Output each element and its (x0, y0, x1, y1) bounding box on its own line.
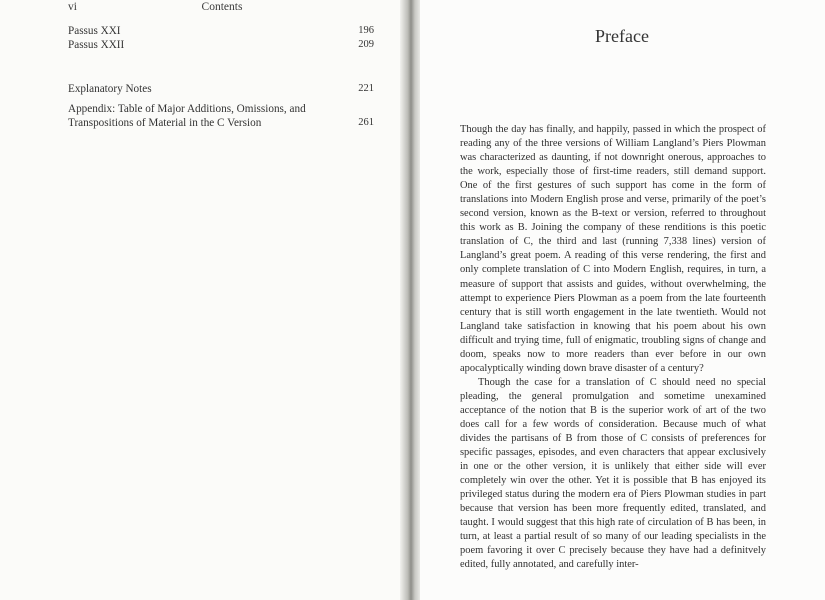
toc-entry (68, 102, 374, 130)
toc-entry (68, 24, 374, 38)
toc-entry (68, 82, 374, 96)
toc-entry-page: 261 (358, 117, 374, 128)
running-head-title: Contents (201, 1, 243, 13)
book-gutter (400, 0, 422, 600)
page-number: vi (68, 1, 77, 13)
toc-entry-page: 196 (358, 25, 374, 36)
toc-entry (68, 38, 374, 52)
toc-entry-label: Explanatory Notes (68, 83, 152, 95)
left-page (0, 0, 405, 600)
toc-entry-page: 221 (358, 83, 374, 94)
running-head (62, 1, 382, 15)
preface-body (460, 123, 766, 573)
table-of-contents (68, 24, 374, 130)
toc-entry-label: Passus XXI (68, 25, 121, 37)
page-title: Preface (595, 26, 649, 46)
toc-entry-page: 209 (358, 39, 374, 50)
body-paragraph: Though the day has finally, and happily, passed in which the prospect of reading any of the three versions of William Langland’s Piers Plowman was characterized as daunting, if not downright onerous, approaches to the work, especially those of first-time readers, still demand support. One of the first gestures of such support has come in the form of translations into Modern English prose and verse, primarily of the poet’s second version, known as the B-text or version, referred to throughout this work as B. Joining the company of these renditions is this poetic translation of C, the third and last (running 7,338 lines) version of Langland’s great poem. A reading of this verse rendering, the first and only complete translation of C into Modern English, requires, in turn, a measure of support that assists and guides, without overwhelming, the attempt to experience Piers Plowman as a poem from the late fourteenth century that is still worth engagement in the late twentieth. Would not Langland take satisfaction in knowing that his poem about his own difficult and trying time, full of enigmatic, troubling signs of change and doom, speaks now to more readers than ever before in our own apocalyptically winding down brave disaster of a century? (460, 124, 766, 374)
toc-entry-label: Passus XXII (68, 39, 125, 51)
toc-entry-label: Appendix: Table of Major Additions, Omissions, and Transpositions of Material in the C Version (68, 103, 306, 129)
body-paragraph: Though the case for a translation of C should need no special pleading, the general promulgation and sometime unexamined acceptance of the notion that B is the superior work of art of the two does call for a few words of consideration. Because much of what divides the partisans of B from those of C consists of preferences for specific passages, episodes, and even characters that appear exclusively in one or the other version, it is unlikely that either side will ever completely win over the other. Yet it is possible that B has enjoyed its privileged status during the modern era of Piers Plowman studies in part because that version has been more frequently edited, translated, and taught. I would suggest that this high rate of circulation of B has been, in turn, at least a partial result of so many of our leading specialists in the poem favoring it over C precisely because they have had a definitvely edited, fully annotated, and carefully inter- (460, 376, 766, 571)
